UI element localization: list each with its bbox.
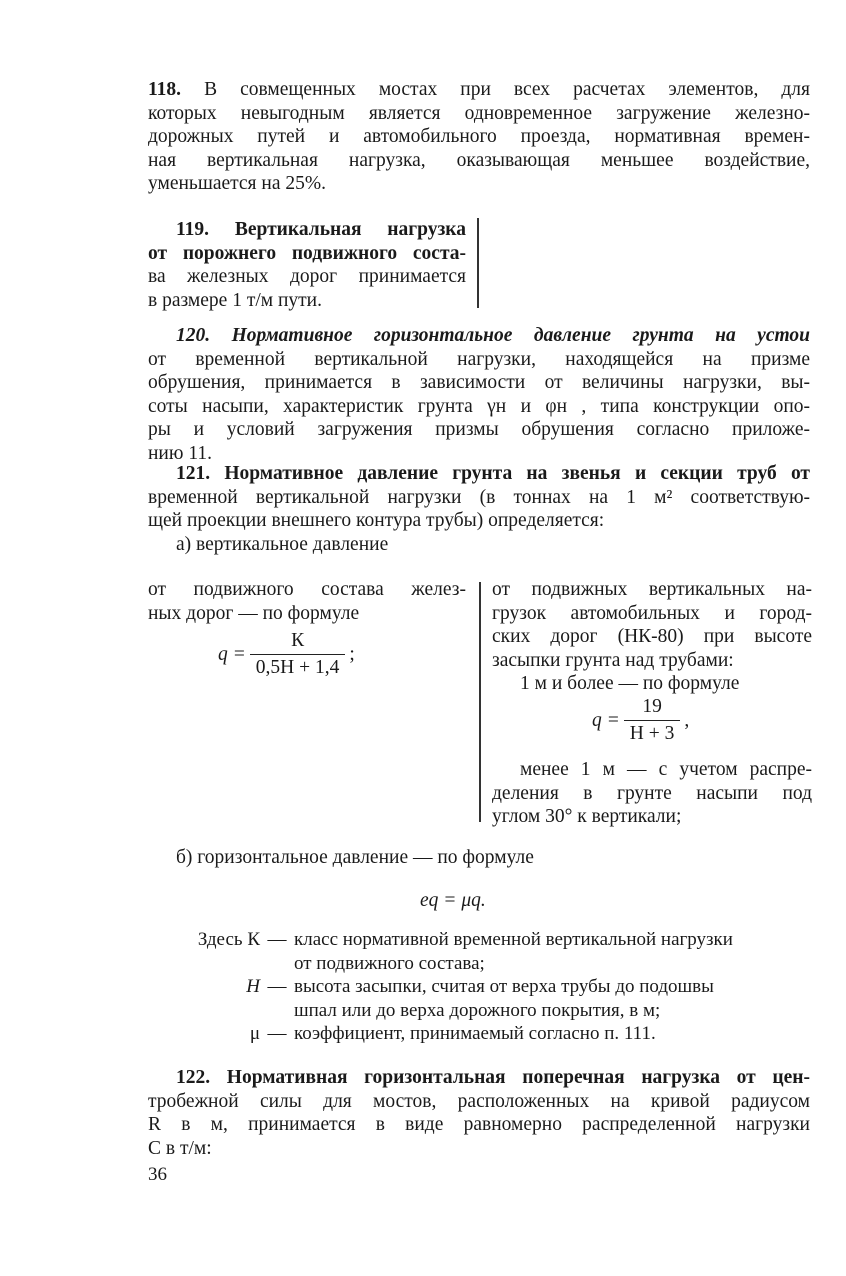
paragraph-title: Нормативное горизонтальное давление грунта на устои [231,325,811,346]
definitions-list [148,928,812,1046]
formula-railway: q = $\frac{К}{0,5H + 1,4}$ ; [218,630,355,678]
paragraph-122: 122. Нормативная горизонтальная поперечная нагрузка от цен- тробежной силы для мостов, расположенных на кривой радиусом R в м, принимается в виде равномерно распределенной нагрузки C в т/м: [148,1067,811,1159]
definition-row: H — высота засыпки, считая от верха трубы до подошвы шпал или до верха дорожного покрытия, в м; [246,976,714,1021]
column-divider [479,582,481,822]
paragraph-119: 119. Вертикальная нагрузка от порожнего подвижного соста- ва железных дорог принимается в размере 1 т/м пути. [148,219,467,311]
paragraph-120: 120. Нормативное горизонтальное давление грунта на устои от временной вертикальной нагрузки, находящейся на призме обрушения, принимается в зависимости от величины нагрузки, вы- соты насыпи, характеристик грунта γн и φн , типа конструкции опо- ры и условий загружения призмы обрушения согласно приложе- нию 11. [148,325,811,464]
item-b: б) горизонтальное давление — по формуле [176,847,534,868]
paragraph-number: 118. [148,79,182,100]
right-column-continued: менее 1 м — с учетом распре- деления в грунте насыпи под углом 30° к вертикали; [492,759,812,827]
formula-horizontal: eq = μq. [420,890,486,911]
definition-row: Здесь К — класс нормативной временной вертикальной нагрузки от подвижного состава; [197,929,733,974]
paragraph-118: 118. В совмещенных мостах при всех расчетах элементов, для которых невыгодным является одновременное загружение железно- дорожных путей и автомобильного проезда, нормативная времен- ная вертикальная нагрузка, оказывающая меньшее воздействие, уменьшается на 25%. [148,79,810,194]
right-column: от подвижных вертикальных на- грузок автомобильных и город- ских дорог (НК-80) при высоте засыпки грунта над трубами: 1 м и более — по формуле [492,579,812,694]
formula-road: q = $\frac{19}{H + 3}$ , [592,696,690,744]
definition-row: μ — коэффициент, принимаемый согласно п. 111. [249,1023,656,1044]
margin-bar [477,218,479,308]
paragraph-121: 121. Нормативное давление грунта на звенья и секции труб от временной вертикальной нагрузки (в тоннах на 1 м² соответствую- щей проекции внешнего контура трубы) определяется: а) вертикальное давление [148,463,811,555]
page-number: 36 [148,1164,167,1185]
left-column: от подвижного состава желез- ных дорог — по формуле [148,579,466,624]
item-a: а) вертикальное давление [176,533,389,555]
